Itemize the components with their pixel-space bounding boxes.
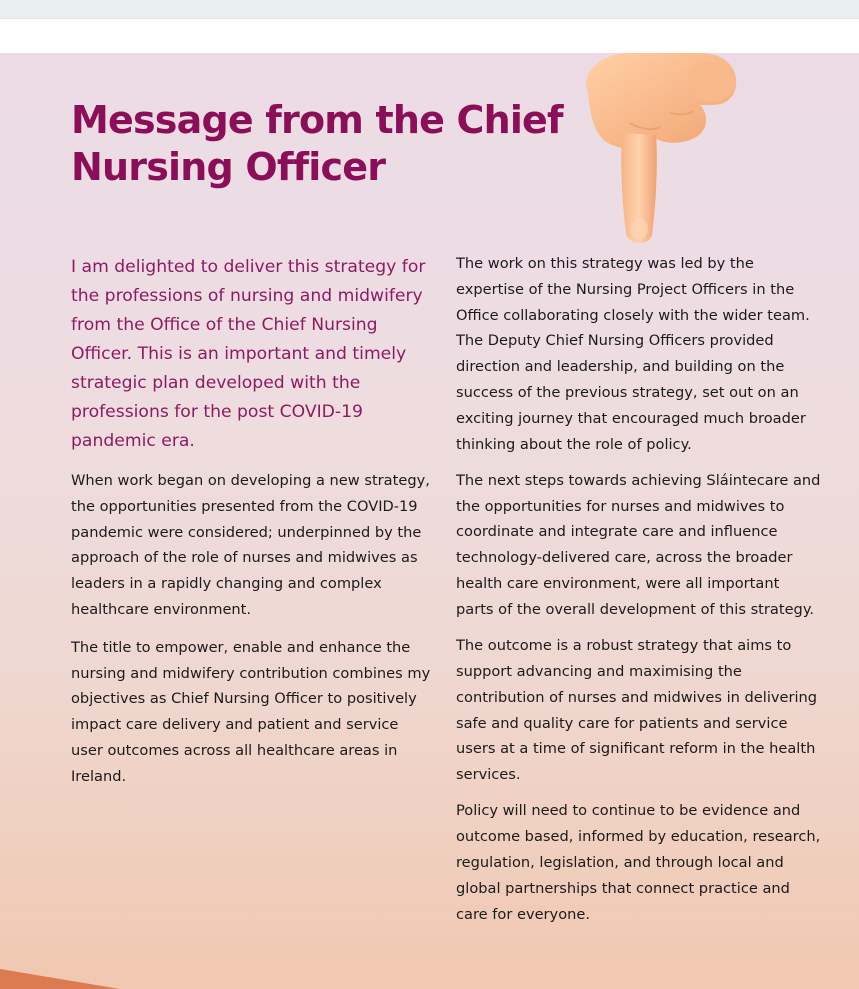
body-paragraph: The title to empower, enable and enhance the nursing and midwifery contribution combines my objectives as Chief Nursing Officer to positively impact care delivery and patient and service user outcomes across all healthcare areas in Ireland. [71, 638, 431, 785]
body-paragraph: The work on this strategy was led by the expertise of the Nursing Project Officers in the Office collaborating closely with the wider team. The Deputy Chief Nursing Officers provided direction and leadership, and building on the success of the previous strategy, set out on an exciting journey that encouraged much broader thinking about the role of policy. [456, 255, 810, 453]
body-paragraph: The outcome is a robust strategy that aims to support advancing and maximising the contribution of nurses and midwives in delivering safe and quality care for patients and service users at a time of significant reform in the health services. [456, 637, 818, 784]
pointing-down-hand-icon [560, 53, 740, 248]
body-paragraph: Policy will need to continue to be evidence and outcome based, informed by education, research, regulation, legislation, and through local and global partnerships that connect practice and care for everyone. [456, 802, 821, 923]
lead-paragraph: I am delighted to deliver this strategy for the professions of nursing and midwifery from the Office of the Chief Nursing Officer. This is an important and timely strategic plan developed with the professions for the post COVID-19 pandemic era. [71, 257, 426, 451]
body-paragraph: When work began on developing a new strategy, the opportunities presented from the COVID-19 pandemic were considered; underpinned by the approach of the role of nurses and midwives as leaders in a rapidly changing and complex healthcare environment. [71, 472, 430, 618]
left-column [71, 253, 431, 802]
page-title: Message from the Chief Nursing Officer [71, 98, 563, 189]
browser-top-strip [0, 0, 859, 18]
body-paragraph: The next steps towards achieving Sláintecare and the opportunities for nurses and midwives to coordinate and integrate care and influence technology-delivered care, across the broader health care environment, were all important parts of the overall development of this strategy. [456, 471, 821, 618]
document-page [0, 53, 859, 989]
decorative-corner-shape [0, 965, 120, 989]
viewer-header-bar [0, 18, 859, 54]
right-column [456, 251, 821, 938]
